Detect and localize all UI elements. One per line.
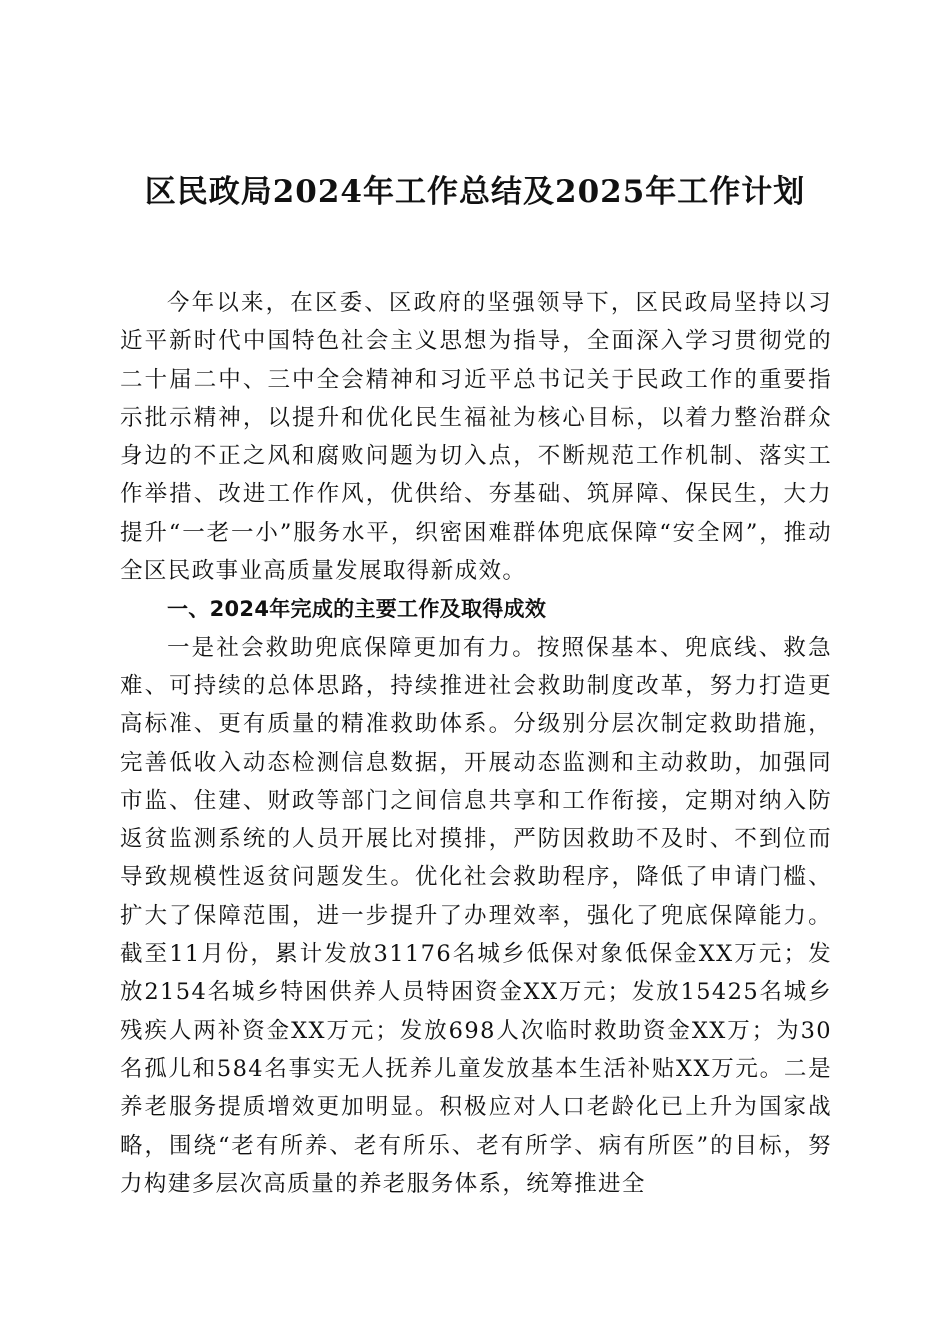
document-title: 区民政局2024年工作总结及2025年工作计划 (144, 174, 806, 210)
document-body (120, 284, 832, 1203)
section-heading: 一、2024年完成的主要工作及取得成效 (167, 597, 547, 622)
intro-paragraph: 今年以来，在区委、区政府的坚强领导下，区民政局坚持以习近平新时代中国特色社会主义思想为指导，全面深入学习贯彻党的二十届二中、三中全会精神和习近平总书记关于民政工作的重要指示批示精神，以提升和优化民生福祉为核心目标，以着力整治群众身边的不正之风和腐败问题为切入点，不断规范工作机制、落实工作举措、改进工作作风，优供给、夯基础、筑屏障、保民生，大力提升“一老一小”服务水平，织密困难群体兜底保障“安全网”，推动全区民政事业高质量发展取得新成效。 (120, 290, 832, 585)
section-paragraph: 一是社会救助兜底保障更加有力。按照保基本、兜底线、救急难、可持续的总体思路，持续推进社会救助制度改革，努力打造更高标准、更有质量的精准救助体系。分级别分层次制定救助措施，完善低收入动态检测信息数据，开展动态监测和主动救助，加强同市监、住建、财政等部门之间信息共享和工作衔接，定期对纳入防返贫监测系统的人员开展比对摸排，严防因救助不及时、不到位而导致规模性返贫问题发生。优化社会救助程序，降低了申请门槛、扩大了保障范围，进一步提升了办理效率，强化了兜底保障能力。截至11月份，累计发放31176名城乡低保对象低保金XX万元；发放2154名城乡特困供养人员特困资金XX万元；发放15425名城乡残疾人两补资金XX万元；发放698人次临时救助资金XX万；为30名孤儿和584名事实无人抚养儿童发放基本生活补贴XX万元。二是养老服务提质增效更加明显。积极应对人口老龄化已上升为国家战略，围绕“老有所养、老有所乐、老有所学、病有所医”的目标，努力构建多层次高质量的养老服务体系，统筹推进全 (120, 634, 832, 1197)
